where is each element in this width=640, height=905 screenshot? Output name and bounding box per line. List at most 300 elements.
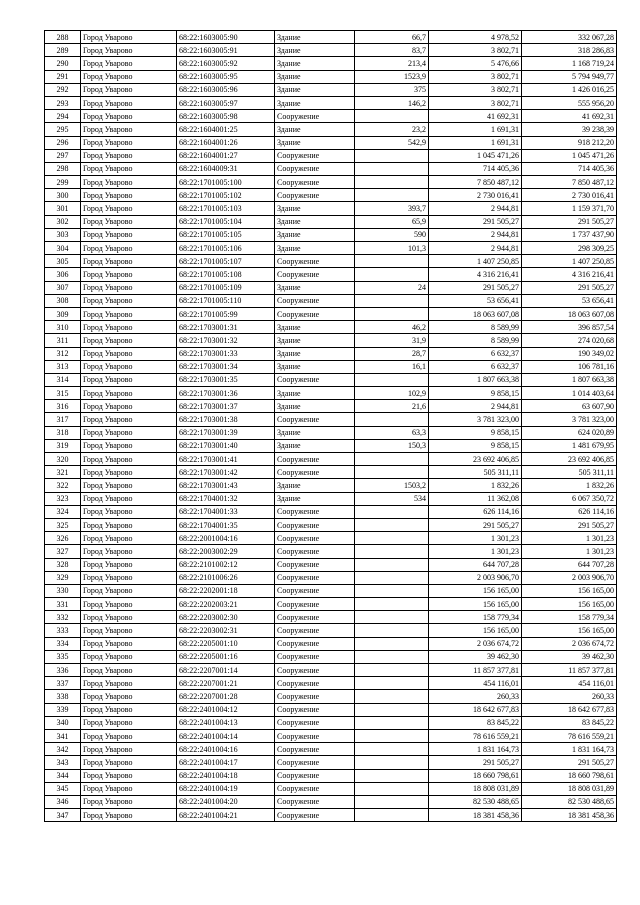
cadastral-value-cell: 1 045 471,26 (522, 149, 617, 162)
object-type-cell: Сооружение (275, 466, 355, 479)
row-number: 302 (45, 215, 81, 228)
row-number: 343 (45, 756, 81, 769)
municipality-cell: Город Уварово (81, 439, 177, 452)
unit-value-cell: 2 036 674,72 (429, 637, 522, 650)
cadastral-number-cell: 68:22:2202003:21 (177, 598, 275, 611)
object-type-cell: Сооружение (275, 809, 355, 822)
cadastral-number-cell: 68:22:2401004:16 (177, 743, 275, 756)
cadastral-value-cell: 39 238,39 (522, 123, 617, 136)
table-row (45, 690, 617, 703)
table-row (45, 716, 617, 729)
row-number: 346 (45, 795, 81, 808)
municipality-cell: Город Уварово (81, 558, 177, 571)
unit-value-cell: 2 003 906,70 (429, 571, 522, 584)
object-type-cell: Сооружение (275, 373, 355, 386)
object-type-cell: Здание (275, 228, 355, 241)
row-number: 308 (45, 294, 81, 307)
table-row (45, 110, 617, 123)
area-cell (355, 677, 429, 690)
municipality-cell: Город Уварово (81, 83, 177, 96)
area-cell: 46,2 (355, 321, 429, 334)
cadastral-value-cell: 82 530 488,65 (522, 795, 617, 808)
area-cell: 150,3 (355, 439, 429, 452)
cadastral-number-cell: 68:22:1604001:25 (177, 123, 275, 136)
cadastral-number-cell: 68:22:2401004:18 (177, 769, 275, 782)
cadastral-number-cell: 68:22:1604001:26 (177, 136, 275, 149)
cadastral-value-cell: 18 808 031,89 (522, 782, 617, 795)
cadastral-value-cell: 505 311,11 (522, 466, 617, 479)
row-number: 315 (45, 387, 81, 400)
area-cell (355, 795, 429, 808)
row-number: 324 (45, 505, 81, 518)
cadastral-value-cell: 1 426 016,25 (522, 83, 617, 96)
cadastral-value-cell: 158 779,34 (522, 611, 617, 624)
cadastral-value-cell: 274 020,68 (522, 334, 617, 347)
municipality-cell: Город Уварово (81, 400, 177, 413)
cadastral-value-cell: 190 349,02 (522, 347, 617, 360)
cadastral-number-cell: 68:22:2401004:14 (177, 729, 275, 742)
table-row (45, 360, 617, 373)
object-type-cell: Сооружение (275, 637, 355, 650)
row-number: 293 (45, 96, 81, 109)
cadastral-number-cell: 68:22:1701005:104 (177, 215, 275, 228)
cadastral-value-cell: 318 286,83 (522, 44, 617, 57)
cadastral-number-cell: 68:22:1604001:27 (177, 149, 275, 162)
row-number: 292 (45, 83, 81, 96)
cadastral-value-cell: 454 116,01 (522, 677, 617, 690)
table-row (45, 70, 617, 83)
table-row (45, 347, 617, 360)
municipality-cell: Город Уварово (81, 136, 177, 149)
area-cell (355, 584, 429, 597)
municipality-cell: Город Уварово (81, 716, 177, 729)
municipality-cell: Город Уварово (81, 281, 177, 294)
table-row (45, 637, 617, 650)
cadastral-value-cell: 156 165,00 (522, 584, 617, 597)
row-number: 298 (45, 162, 81, 175)
unit-value-cell: 2 944,81 (429, 242, 522, 255)
unit-value-cell: 9 858,15 (429, 387, 522, 400)
area-cell (355, 558, 429, 571)
area-cell (355, 373, 429, 386)
object-type-cell: Здание (275, 83, 355, 96)
object-type-cell: Сооружение (275, 110, 355, 123)
object-type-cell: Здание (275, 57, 355, 70)
unit-value-cell: 41 692,31 (429, 110, 522, 123)
area-cell (355, 149, 429, 162)
unit-value-cell: 714 405,36 (429, 162, 522, 175)
object-type-cell: Сооружение (275, 703, 355, 716)
object-type-cell: Сооружение (275, 690, 355, 703)
municipality-cell: Город Уварово (81, 426, 177, 439)
row-number: 291 (45, 70, 81, 83)
table-row (45, 545, 617, 558)
cadastral-value-cell: 1 168 719,24 (522, 57, 617, 70)
cadastral-number-cell: 68:22:1701005:109 (177, 281, 275, 294)
unit-value-cell: 291 505,27 (429, 215, 522, 228)
row-number: 327 (45, 545, 81, 558)
table-row (45, 400, 617, 413)
cadastral-value-cell: 53 656,41 (522, 294, 617, 307)
municipality-cell: Город Уварово (81, 110, 177, 123)
municipality-cell: Город Уварово (81, 189, 177, 202)
cadastral-value-cell: 63 607,90 (522, 400, 617, 413)
unit-value-cell: 1 301,23 (429, 532, 522, 545)
area-cell (355, 611, 429, 624)
area-cell: 213,4 (355, 57, 429, 70)
object-type-cell: Сооружение (275, 769, 355, 782)
row-number: 321 (45, 466, 81, 479)
unit-value-cell: 156 165,00 (429, 584, 522, 597)
area-cell: 65,9 (355, 215, 429, 228)
table-row (45, 202, 617, 215)
row-number: 316 (45, 400, 81, 413)
cadastral-value-cell: 1 832,26 (522, 479, 617, 492)
object-type-cell: Сооружение (275, 413, 355, 426)
cadastral-value-cell: 644 707,28 (522, 558, 617, 571)
cadastral-value-cell: 291 505,27 (522, 756, 617, 769)
area-cell (355, 743, 429, 756)
unit-value-cell: 18 381 458,36 (429, 809, 522, 822)
table-row (45, 57, 617, 70)
unit-value-cell: 6 632,37 (429, 347, 522, 360)
municipality-cell: Город Уварово (81, 677, 177, 690)
municipality-cell: Город Уварово (81, 413, 177, 426)
cadastral-number-cell: 68:22:1703001:36 (177, 387, 275, 400)
object-type-cell: Сооружение (275, 624, 355, 637)
cadastral-value-cell: 3 781 323,00 (522, 413, 617, 426)
object-type-cell: Сооружение (275, 505, 355, 518)
municipality-cell: Город Уварово (81, 598, 177, 611)
table-row (45, 439, 617, 452)
cadastral-value-cell: 1 481 679,95 (522, 439, 617, 452)
row-number: 340 (45, 716, 81, 729)
area-cell (355, 189, 429, 202)
municipality-cell: Город Уварово (81, 571, 177, 584)
municipality-cell: Город Уварово (81, 215, 177, 228)
row-number: 342 (45, 743, 81, 756)
cadastral-value-cell: 18 063 607,08 (522, 307, 617, 320)
municipality-cell: Город Уварово (81, 373, 177, 386)
unit-value-cell: 505 311,11 (429, 466, 522, 479)
cadastral-number-cell: 68:22:1701005:102 (177, 189, 275, 202)
cadastral-number-cell: 68:22:2203002:30 (177, 611, 275, 624)
municipality-cell: Город Уварово (81, 809, 177, 822)
municipality-cell: Город Уварово (81, 228, 177, 241)
cadastral-number-cell: 68:22:1701005:108 (177, 268, 275, 281)
cadastral-value-cell: 714 405,36 (522, 162, 617, 175)
cadastral-number-cell: 68:22:1701005:107 (177, 255, 275, 268)
municipality-cell: Город Уварово (81, 545, 177, 558)
object-type-cell: Сооружение (275, 255, 355, 268)
row-number: 295 (45, 123, 81, 136)
area-cell (355, 624, 429, 637)
object-type-cell: Здание (275, 136, 355, 149)
unit-value-cell: 2 944,81 (429, 400, 522, 413)
municipality-cell: Город Уварово (81, 360, 177, 373)
municipality-cell: Город Уварово (81, 690, 177, 703)
municipality-cell: Город Уварово (81, 624, 177, 637)
unit-value-cell: 18 642 677,83 (429, 703, 522, 716)
row-number: 320 (45, 453, 81, 466)
cadastral-value-cell: 1 807 663,38 (522, 373, 617, 386)
cadastral-number-cell: 68:22:1701005:103 (177, 202, 275, 215)
area-cell: 375 (355, 83, 429, 96)
area-cell (355, 782, 429, 795)
cadastral-number-cell: 68:22:1603005:95 (177, 70, 275, 83)
row-number: 307 (45, 281, 81, 294)
cadastral-number-cell: 68:22:2205001:10 (177, 637, 275, 650)
municipality-cell: Город Уварово (81, 584, 177, 597)
cadastral-value-cell: 5 794 949,77 (522, 70, 617, 83)
municipality-cell: Город Уварово (81, 321, 177, 334)
cadastral-value-cell: 2 730 016,41 (522, 189, 617, 202)
area-cell: 63,3 (355, 426, 429, 439)
object-type-cell: Сооружение (275, 268, 355, 281)
municipality-cell: Город Уварово (81, 703, 177, 716)
cadastral-number-cell: 68:22:1701005:99 (177, 307, 275, 320)
unit-value-cell: 9 858,15 (429, 439, 522, 452)
cadastral-number-cell: 68:22:1701005:105 (177, 228, 275, 241)
unit-value-cell: 82 530 488,65 (429, 795, 522, 808)
area-cell (355, 769, 429, 782)
row-number: 319 (45, 439, 81, 452)
object-type-cell: Сооружение (275, 598, 355, 611)
unit-value-cell: 3 802,71 (429, 83, 522, 96)
unit-value-cell: 3 802,71 (429, 70, 522, 83)
cadastral-value-cell: 1 301,23 (522, 532, 617, 545)
municipality-cell: Город Уварово (81, 294, 177, 307)
cadastral-number-cell: 68:22:1703001:43 (177, 479, 275, 492)
cadastral-number-cell: 68:22:1603005:97 (177, 96, 275, 109)
object-type-cell: Здание (275, 439, 355, 452)
cadastral-number-cell: 68:22:1703001:40 (177, 439, 275, 452)
row-number: 332 (45, 611, 81, 624)
municipality-cell: Город Уварово (81, 729, 177, 742)
table-row (45, 136, 617, 149)
area-cell (355, 716, 429, 729)
row-number: 288 (45, 31, 81, 44)
row-number: 338 (45, 690, 81, 703)
unit-value-cell: 156 165,00 (429, 624, 522, 637)
cadastral-value-cell: 6 067 350,72 (522, 492, 617, 505)
table-row (45, 123, 617, 136)
cadastral-number-cell: 68:22:2401004:13 (177, 716, 275, 729)
table-row (45, 624, 617, 637)
row-number: 318 (45, 426, 81, 439)
cadastral-number-cell: 68:22:1703001:33 (177, 347, 275, 360)
row-number: 294 (45, 110, 81, 123)
row-number: 345 (45, 782, 81, 795)
unit-value-cell: 454 116,01 (429, 677, 522, 690)
unit-value-cell: 291 505,27 (429, 281, 522, 294)
row-number: 330 (45, 584, 81, 597)
cadastral-number-cell: 68:22:1703001:42 (177, 466, 275, 479)
area-cell: 101,3 (355, 242, 429, 255)
cadastral-value-cell: 156 165,00 (522, 598, 617, 611)
municipality-cell: Город Уварово (81, 176, 177, 189)
cadastral-value-cell: 291 505,27 (522, 518, 617, 531)
area-cell (355, 532, 429, 545)
cadastral-number-cell: 68:22:1701005:106 (177, 242, 275, 255)
cadastral-number-cell: 68:22:1603005:90 (177, 31, 275, 44)
cadastral-value-cell: 18 642 677,83 (522, 703, 617, 716)
table-row (45, 743, 617, 756)
cadastral-value-cell: 1 014 403,64 (522, 387, 617, 400)
row-number: 296 (45, 136, 81, 149)
area-cell (355, 729, 429, 742)
table-row (45, 809, 617, 822)
table-row (45, 268, 617, 281)
row-number: 297 (45, 149, 81, 162)
row-number: 326 (45, 532, 81, 545)
area-cell: 102,9 (355, 387, 429, 400)
table-row (45, 518, 617, 531)
cadastral-value-cell: 18 381 458,36 (522, 809, 617, 822)
object-type-cell: Сооружение (275, 294, 355, 307)
table-row (45, 281, 617, 294)
object-type-cell: Здание (275, 44, 355, 57)
municipality-cell: Город Уварово (81, 307, 177, 320)
cadastral-number-cell: 68:22:2207001:14 (177, 664, 275, 677)
municipality-cell: Город Уварово (81, 756, 177, 769)
row-number: 325 (45, 518, 81, 531)
area-cell (355, 518, 429, 531)
object-type-cell: Здание (275, 360, 355, 373)
row-number: 305 (45, 255, 81, 268)
unit-value-cell: 1 691,31 (429, 123, 522, 136)
table-row (45, 611, 617, 624)
cadastral-value-cell: 1 407 250,85 (522, 255, 617, 268)
unit-value-cell: 7 850 487,12 (429, 176, 522, 189)
row-number: 344 (45, 769, 81, 782)
row-number: 290 (45, 57, 81, 70)
municipality-cell: Город Уварово (81, 44, 177, 57)
municipality-cell: Город Уварово (81, 255, 177, 268)
cadastral-value-cell: 156 165,00 (522, 624, 617, 637)
cadastral-number-cell: 68:22:2401004:21 (177, 809, 275, 822)
unit-value-cell: 1 807 663,38 (429, 373, 522, 386)
object-type-cell: Здание (275, 492, 355, 505)
area-cell (355, 598, 429, 611)
object-type-cell: Здание (275, 215, 355, 228)
cadastral-number-cell: 68:22:1703001:37 (177, 400, 275, 413)
cadastral-value-table (44, 30, 617, 822)
row-number: 334 (45, 637, 81, 650)
area-cell (355, 268, 429, 281)
table-row (45, 479, 617, 492)
row-number: 303 (45, 228, 81, 241)
area-cell (355, 703, 429, 716)
unit-value-cell: 3 802,71 (429, 44, 522, 57)
area-cell: 146,2 (355, 96, 429, 109)
municipality-cell: Город Уварово (81, 637, 177, 650)
cadastral-value-cell: 1 831 164,73 (522, 743, 617, 756)
cadastral-number-cell: 68:22:1603005:98 (177, 110, 275, 123)
municipality-cell: Город Уварово (81, 162, 177, 175)
municipality-cell: Город Уварово (81, 242, 177, 255)
row-number: 331 (45, 598, 81, 611)
object-type-cell: Сооружение (275, 545, 355, 558)
cadastral-value-cell: 2 003 906,70 (522, 571, 617, 584)
unit-value-cell: 1 301,23 (429, 545, 522, 558)
table-row (45, 769, 617, 782)
cadastral-value-cell: 1 301,23 (522, 545, 617, 558)
municipality-cell: Город Уварово (81, 149, 177, 162)
table-row (45, 413, 617, 426)
area-cell: 534 (355, 492, 429, 505)
table-row (45, 650, 617, 663)
table-row (45, 83, 617, 96)
table-row (45, 149, 617, 162)
municipality-cell: Город Уварово (81, 795, 177, 808)
row-number: 347 (45, 809, 81, 822)
row-number: 336 (45, 664, 81, 677)
table-row (45, 31, 617, 44)
cadastral-value-cell: 1 737 437,90 (522, 228, 617, 241)
object-type-cell: Сооружение (275, 162, 355, 175)
table-row (45, 703, 617, 716)
unit-value-cell: 9 858,15 (429, 426, 522, 439)
object-type-cell: Сооружение (275, 743, 355, 756)
cadastral-number-cell: 68:22:2003002:29 (177, 545, 275, 558)
cadastral-number-cell: 68:22:1701005:110 (177, 294, 275, 307)
object-type-cell: Сооружение (275, 571, 355, 584)
cadastral-number-cell: 68:22:2101006:26 (177, 571, 275, 584)
table-row (45, 373, 617, 386)
table-row (45, 176, 617, 189)
cadastral-number-cell: 68:22:1703001:31 (177, 321, 275, 334)
unit-value-cell: 291 505,27 (429, 756, 522, 769)
municipality-cell: Город Уварово (81, 532, 177, 545)
cadastral-value-cell: 291 505,27 (522, 215, 617, 228)
area-cell (355, 650, 429, 663)
object-type-cell: Сооружение (275, 558, 355, 571)
municipality-cell: Город Уварово (81, 505, 177, 518)
row-number: 289 (45, 44, 81, 57)
municipality-cell: Город Уварово (81, 782, 177, 795)
object-type-cell: Сооружение (275, 532, 355, 545)
table-row (45, 795, 617, 808)
cadastral-value-cell: 2 036 674,72 (522, 637, 617, 650)
cadastral-value-cell: 11 857 377,81 (522, 664, 617, 677)
row-number: 341 (45, 729, 81, 742)
object-type-cell: Сооружение (275, 795, 355, 808)
cadastral-number-cell: 68:22:1703001:41 (177, 453, 275, 466)
area-cell: 590 (355, 228, 429, 241)
row-number: 301 (45, 202, 81, 215)
object-type-cell: Сооружение (275, 650, 355, 663)
area-cell: 66,7 (355, 31, 429, 44)
cadastral-value-cell: 626 114,16 (522, 505, 617, 518)
municipality-cell: Город Уварово (81, 492, 177, 505)
unit-value-cell: 8 589,99 (429, 321, 522, 334)
table-row (45, 584, 617, 597)
unit-value-cell: 18 063 607,08 (429, 307, 522, 320)
table-row (45, 215, 617, 228)
object-type-cell: Сооружение (275, 664, 355, 677)
cadastral-number-cell: 68:22:1704001:35 (177, 518, 275, 531)
municipality-cell: Город Уварово (81, 769, 177, 782)
table-body (45, 31, 617, 822)
municipality-cell: Город Уварово (81, 479, 177, 492)
object-type-cell: Здание (275, 347, 355, 360)
table-row (45, 307, 617, 320)
cadastral-number-cell: 68:22:1703001:32 (177, 334, 275, 347)
municipality-cell: Город Уварово (81, 347, 177, 360)
object-type-cell: Сооружение (275, 149, 355, 162)
area-cell: 393,7 (355, 202, 429, 215)
